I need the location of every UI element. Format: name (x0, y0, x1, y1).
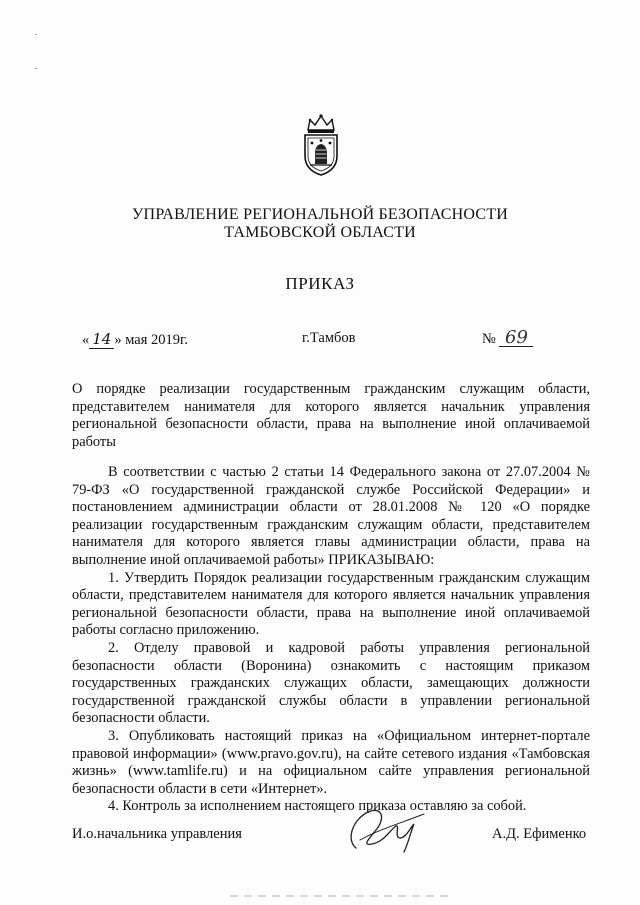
document-number (482, 327, 533, 348)
scan-artifact (230, 895, 450, 897)
date-day-handwritten: 14 (89, 330, 114, 349)
clause-paragraph: 1. Утвердить Порядок реализации государственным гражданским служащим области, представителем нанимателя для которого является начальник управления региональной безопасности области, права на выполнение иной оплачиваемой работы согласно приложению. (72, 569, 590, 639)
scan-speck (35, 68, 37, 69)
date-quote-close: » (114, 332, 122, 348)
number-label: № (482, 331, 496, 347)
organization-name-line2: ТАМБОВСКОЙ ОБЛАСТИ (224, 224, 416, 241)
signatory-position: И.о.начальника управления (72, 826, 242, 842)
document-city: г.Тамбов (302, 330, 356, 346)
preamble-paragraph: В соответствии с частью 2 статьи 14 Федерального закона от 27.07.2004 № 79-ФЗ «О государственной гражданской службе Российской Федерации» и постановлением администрации области от 28.01.2008 № 120 «О порядке реализации государственным гражданским служащим области, представителем нанимателя для которого является главы администрации области, права на выполнение иной оплачиваемой работы» ПРИКАЗЫВАЮ: (72, 464, 590, 568)
document-title: ПРИКАЗ (285, 274, 355, 293)
signatory-name: А.Д. Ефименко (492, 826, 587, 842)
handwritten-signature-icon (338, 800, 438, 858)
scan-speck (35, 34, 37, 35)
number-value-handwritten: 69 (499, 330, 533, 347)
order-body (72, 464, 590, 816)
tambov-coat-of-arms-icon (300, 112, 342, 178)
order-subject: О порядке реализации государственным гражданским служащим области, представителем нанимателя для которого является начальник управления региональной безопасности области, права на выполнение иной оплачиваемой работы (72, 381, 590, 450)
date-month-year: мая 2019г. (121, 332, 188, 348)
clause-paragraph: 2. Отделу правовой и кадровой работы управления региональной безопасности области (Воронина) ознакомить с настоящим приказом государственных гражданских служащих области, замещающих должности государственной гражданской службы области в управлении региональной безопасности области. (72, 639, 590, 727)
clause-paragraph: 4. Контроль за исполнением настоящего приказа оставляю за собой. (108, 798, 527, 815)
date-quote-open: « (82, 332, 90, 348)
organization-name-line1: УПРАВЛЕНИЕ РЕГИОНАЛЬНОЙ БЕЗОПАСНОСТИ (132, 206, 508, 223)
document-date (82, 330, 188, 349)
clause-paragraph: 3. Опубликовать настоящий приказ на «Официальном интернет-портале правовой информации» (www.pravo.gov.ru), на сайте сетевого издания «Тамбовская жизнь» (www.tamlife.ru) и на официальном сайте управления региональной безопасности области в сети «Интернет». (72, 727, 590, 797)
